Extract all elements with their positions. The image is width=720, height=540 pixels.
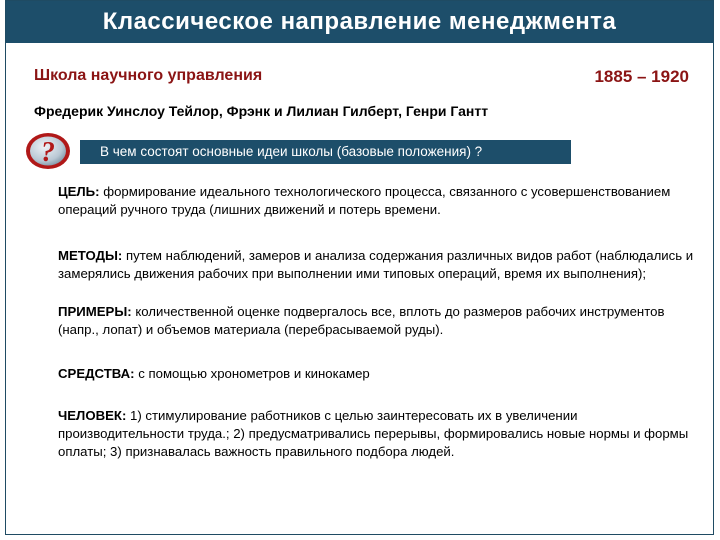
methods-text: путем наблюдений, замеров и анализа содержания различных видов работ (наблюдались и замерялись движения рабочих при выполнении ими типовых операций, время их выполнения); xyxy=(58,248,694,281)
goal-label: ЦЕЛЬ: xyxy=(58,184,100,199)
methods-label: МЕТОДЫ: xyxy=(58,248,123,263)
question-mark-glyph: ? xyxy=(41,137,55,168)
person-text: 1) стимулирование работников с целью заинтересовать их в увеличении производительности труда.; 2) предусматривались перерывы, формировались новые нормы и формы оплаты; 3) признавалась важность правильного подбора людей. xyxy=(58,408,689,459)
goal-paragraph xyxy=(58,183,698,219)
slide-title: Классическое направление менеджмента xyxy=(6,1,713,43)
examples-label: ПРИМЕРЫ: xyxy=(58,304,132,319)
means-label: СРЕДСТВА: xyxy=(58,366,135,381)
examples-paragraph xyxy=(58,303,698,339)
goal-text: формирование идеального технологического процесса, связанного с усовершенствованием операций ручного труда (лишних движений и потерь времени. xyxy=(58,184,671,217)
methods-paragraph xyxy=(58,247,698,283)
means-text: с помощью хронометров и кинокамер xyxy=(138,366,370,381)
means-paragraph xyxy=(58,365,370,383)
years-range: 1885 – 1920 xyxy=(594,67,689,86)
question-banner: В чем состоят основные идеи школы (базовые положения) ? xyxy=(80,140,571,164)
school-name: Школа научного управления xyxy=(34,67,263,84)
slide-frame xyxy=(5,0,714,535)
person-paragraph xyxy=(58,407,698,461)
examples-text: количественной оценке подвергалось все, вплоть до размеров рабочих инструментов (напр., лопат) и объемов материала (перебрасываемой руды). xyxy=(58,304,665,337)
authors-line: Фредерик Уинслоу Тейлор, Фрэнк и Лилиан Гилберт, Генри Гантт xyxy=(34,103,489,119)
question-mark-icon xyxy=(24,131,72,171)
person-label: ЧЕЛОВЕК: xyxy=(58,408,127,423)
